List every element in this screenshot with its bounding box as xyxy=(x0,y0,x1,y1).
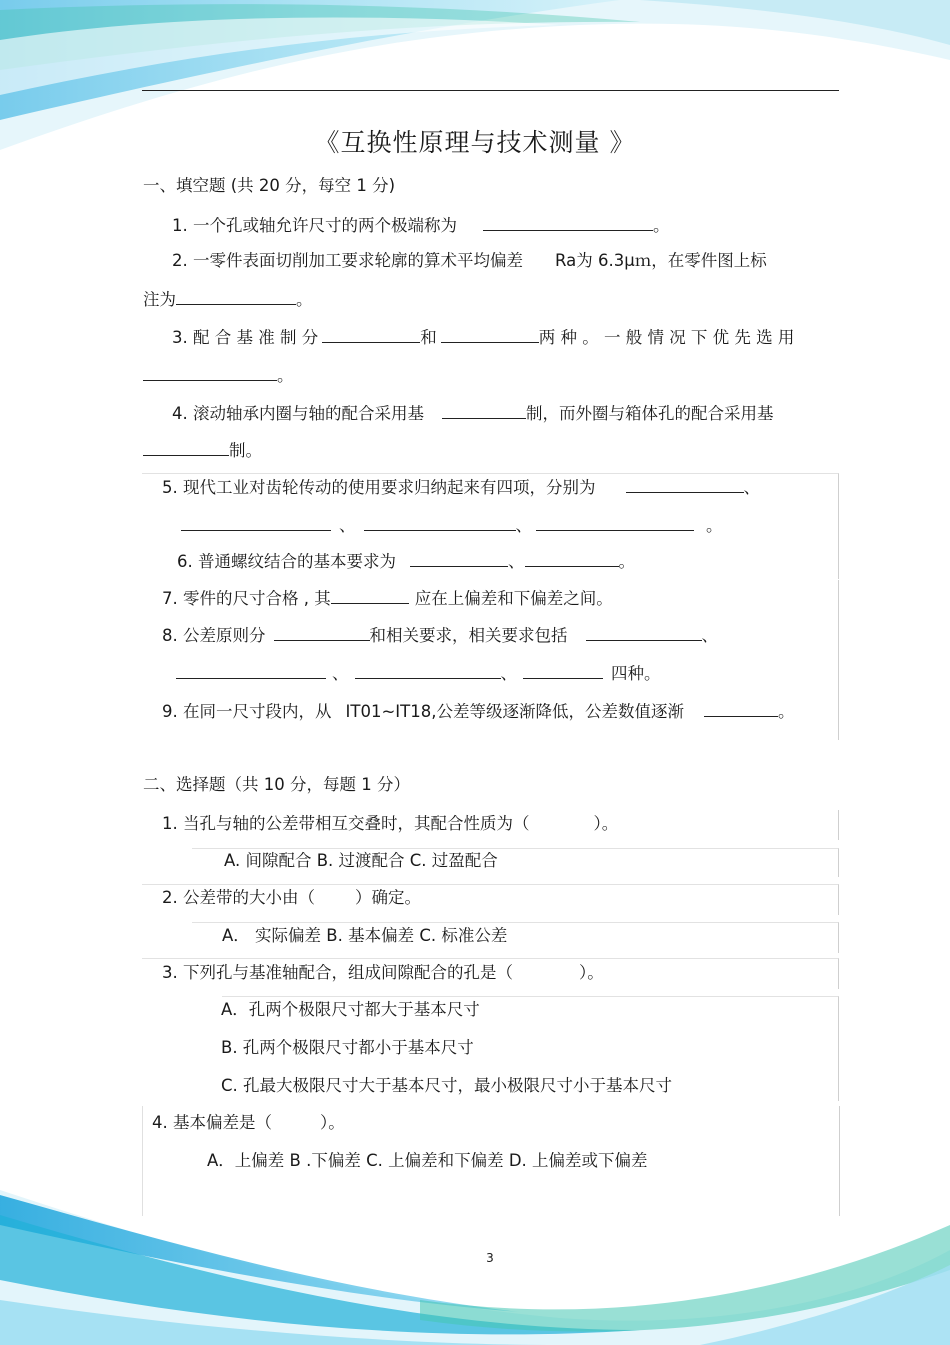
question-2-4-options: A．上偏差 B .下偏差 C. 上偏差和下偏差 D. 上偏差或下偏差 xyxy=(207,1151,648,1170)
question-2-1-options: A. 间隙配合 B. 过渡配合 C. 过盈配合 xyxy=(224,851,498,870)
question-2-3 xyxy=(162,963,604,983)
question-2-4 xyxy=(152,1113,345,1133)
blank xyxy=(586,625,702,641)
blank xyxy=(483,215,653,231)
question-1-8 xyxy=(162,625,718,646)
blank xyxy=(176,663,326,679)
blank xyxy=(176,289,296,305)
question-text: 2. 一零件表面切削加工要求轮廓的算术平均偏差 xyxy=(172,251,523,270)
question-2-3-option-a: A．孔两个极限尺寸都大于基本尺寸 xyxy=(221,1000,480,1019)
punct: 。 xyxy=(706,516,723,535)
blank xyxy=(410,551,508,567)
blank xyxy=(364,515,516,531)
question-1-4 xyxy=(172,403,774,424)
header-rule xyxy=(142,90,839,91)
question-1-3 xyxy=(172,327,794,348)
question-text: 应在上偏差和下偏差之间。 xyxy=(414,589,613,608)
blank xyxy=(626,477,744,493)
question-1-2-cont xyxy=(143,289,313,310)
question-text: 3. 配 合 基 准 制 分 xyxy=(172,328,319,347)
blank xyxy=(536,515,694,531)
blank xyxy=(355,663,501,679)
blank xyxy=(143,440,229,456)
punct: 制。 xyxy=(229,441,262,460)
blank xyxy=(181,515,331,531)
question-1-7 xyxy=(162,588,613,609)
question-text: 2. 公差带的大小由（ xyxy=(162,888,315,907)
question-1-4-cont xyxy=(143,440,262,461)
blank xyxy=(274,625,370,641)
question-text: 和相关要求，相关要求包括 xyxy=(369,626,568,645)
question-text: 7. 零件的尺寸合格 , 其 xyxy=(162,589,331,608)
punct: 。 xyxy=(296,290,313,309)
question-text: 和 xyxy=(420,328,437,347)
punct: 。 xyxy=(653,216,670,235)
question-text: 注为 xyxy=(143,290,176,309)
question-text: ）确定。 xyxy=(355,888,421,907)
question-2-2-options: A． 实际偏差 B. 基本偏差 C. 标准公差 xyxy=(222,926,508,945)
punct: 、 xyxy=(515,516,532,535)
question-2-3-option-c: C. 孔最大极限尺寸大于基本尺寸，最小极限尺寸小于基本尺寸 xyxy=(221,1076,673,1095)
question-text: 4. 滚动轴承内圈与轴的配合采用基 xyxy=(172,404,424,423)
page-number: 3 xyxy=(486,1251,494,1265)
punct: 。 xyxy=(277,366,294,385)
question-1-1 xyxy=(172,215,670,236)
question-text: IT01~IT18,公差等级逐渐降低，公差数值逐渐 xyxy=(345,702,684,721)
blank xyxy=(331,588,409,604)
punct: 、 xyxy=(500,664,517,683)
punct: 、 xyxy=(701,626,718,645)
question-text: 1. 当孔与轴的公差带相互交叠时，其配合性质为（ xyxy=(162,814,530,833)
punct: 、 xyxy=(508,552,525,571)
question-text: 6. 普通螺纹结合的基本要求为 xyxy=(177,552,396,571)
punct: ）。 xyxy=(320,1113,345,1132)
question-1-6 xyxy=(177,551,635,572)
question-text: 制，而外圈与箱体孔的配合采用基 xyxy=(526,404,774,423)
question-2-3-option-b: B. 孔两个极限尺寸都小于基本尺寸 xyxy=(221,1038,474,1057)
blank xyxy=(525,551,619,567)
blank xyxy=(442,403,526,419)
question-text: 5. 现代工业对齿轮传动的使用要求归纳起来有四项，分别为 xyxy=(162,478,596,497)
blank xyxy=(322,327,420,343)
punct: 、 xyxy=(743,478,760,497)
punct: 。 xyxy=(777,702,795,721)
question-text: 四种。 xyxy=(611,664,661,683)
question-1-5-cont xyxy=(181,515,723,536)
punct: ）。 xyxy=(593,814,619,833)
question-text: 9. 在同一尺寸段内，从 xyxy=(162,702,332,721)
blank xyxy=(523,663,603,679)
question-1-8-cont xyxy=(176,663,661,684)
question-text: 4. 基本偏差是（ xyxy=(152,1113,272,1132)
section-1-heading: 一、填空题 (共 20 分，每空 1 分) xyxy=(143,176,396,195)
punct: 、 xyxy=(339,516,356,535)
question-text: 3. 下列孔与基准轴配合，组成间隙配合的孔是（ xyxy=(162,963,513,982)
question-text: 8. 公差原则分 xyxy=(162,626,266,645)
blank xyxy=(704,701,778,717)
section-2-heading: 二、选择题（共 10 分，每题 1 分） xyxy=(143,775,410,794)
punct: 、 xyxy=(332,664,349,683)
question-1-2 xyxy=(172,251,767,271)
question-text: Ra为 6.3μｍ，在零件图上标 xyxy=(555,251,767,270)
question-1-9 xyxy=(162,701,794,722)
punct: 。 xyxy=(618,552,635,571)
exam-title: 《互换性原理与技术测量 》 xyxy=(314,128,636,157)
question-1-3-cont xyxy=(143,365,294,386)
question-2-2 xyxy=(162,888,421,908)
question-2-1 xyxy=(162,814,618,834)
question-text: 1. 一个孔或轴允许尺寸的两个极端称为 xyxy=(172,216,457,235)
question-text: 两 种 。 一 般 情 况 下 优 先 选 用 xyxy=(538,328,795,347)
blank xyxy=(143,365,277,381)
blank xyxy=(441,327,539,343)
question-1-5 xyxy=(162,477,760,498)
punct: ）。 xyxy=(579,963,604,982)
